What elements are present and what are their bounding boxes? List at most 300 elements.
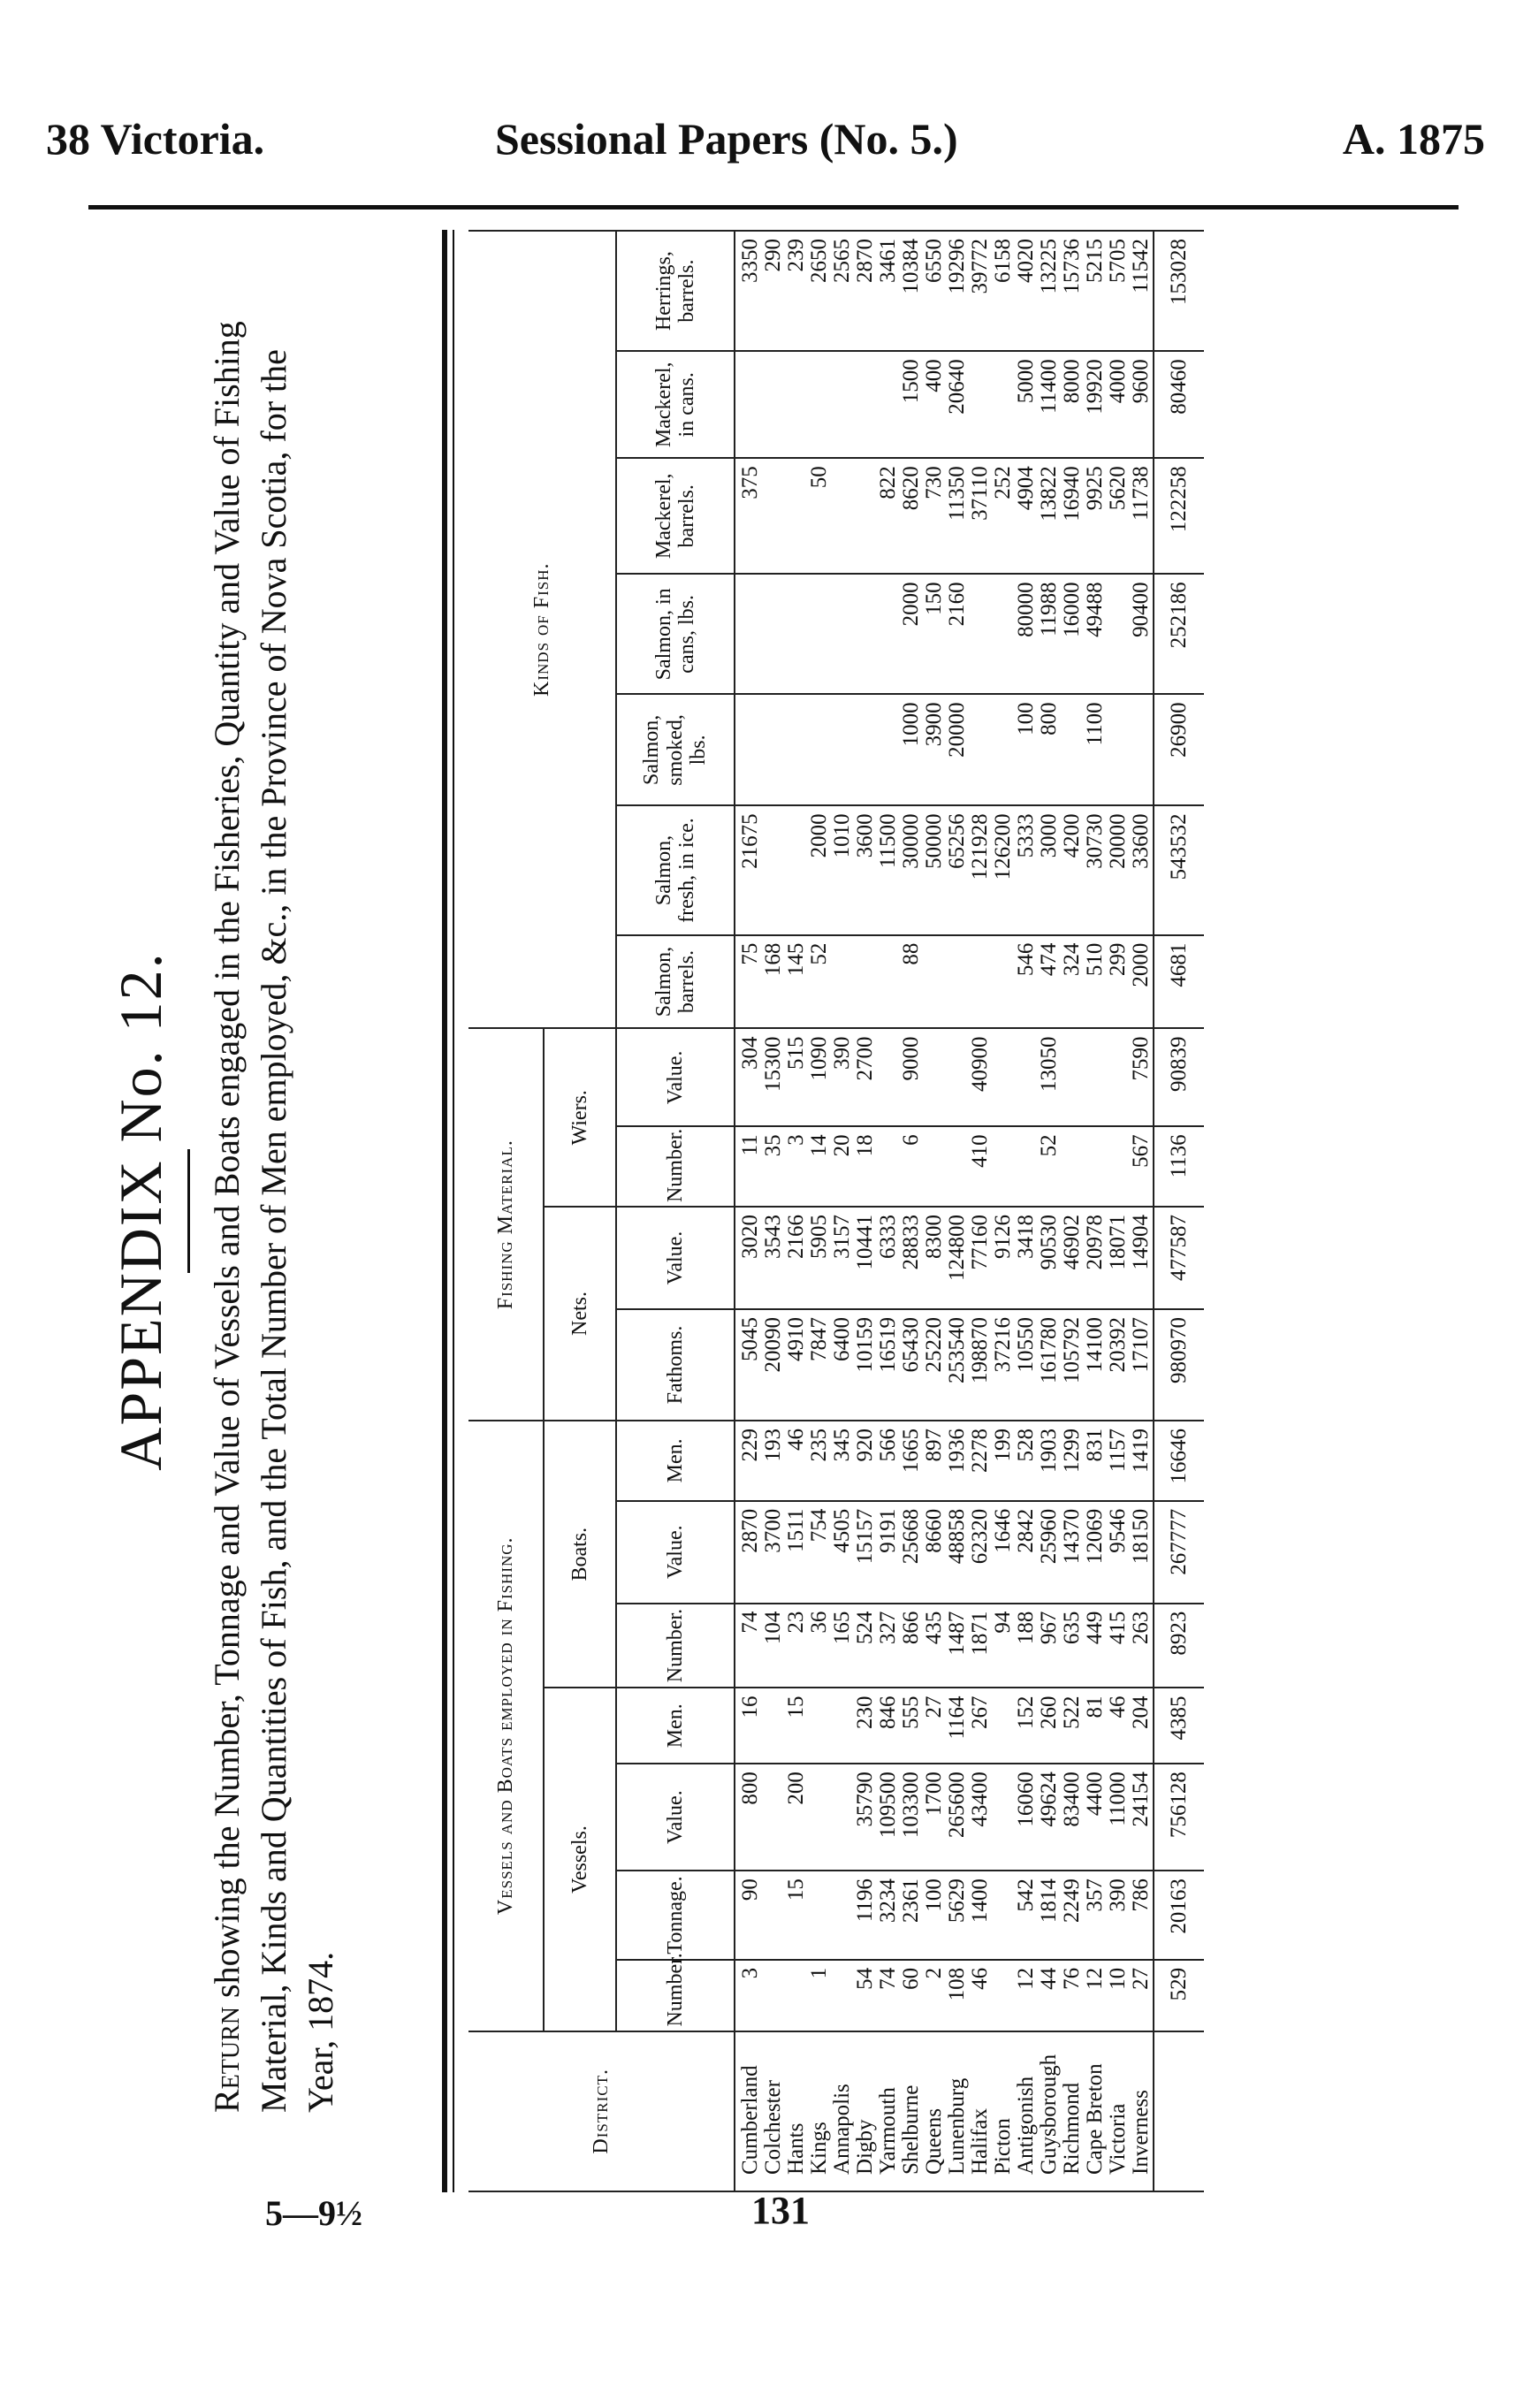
district-cell: Picton	[992, 2031, 1015, 2191]
table-cell: 11542	[1130, 231, 1154, 351]
table-cell: 100	[923, 1871, 946, 1960]
district-cell: Annapolis	[831, 2031, 854, 2191]
table-cell: 474	[1038, 935, 1061, 1029]
table-cell: 546	[1015, 935, 1038, 1029]
column-header: Mackerel, in cans.	[616, 351, 735, 458]
table-cell	[992, 1764, 1015, 1871]
table-cell	[831, 351, 854, 458]
table-cell: 4020	[1015, 231, 1038, 351]
table-cell: 54	[854, 1960, 877, 2031]
table-cell: 124800	[946, 1207, 969, 1309]
table-cell	[735, 351, 762, 458]
table-cell: 390	[1107, 1871, 1130, 1960]
nets-subheader: Nets.	[544, 1207, 616, 1421]
table-cell	[808, 694, 831, 805]
table-row	[900, 231, 923, 2191]
table-cell	[808, 574, 831, 694]
table-cell: 9191	[877, 1501, 900, 1604]
district-cell: Hants	[785, 2031, 808, 2191]
column-header: Men.	[616, 1421, 735, 1501]
table-cell: 400	[923, 351, 946, 458]
table-cell: 3700	[762, 1501, 785, 1604]
table-cell: 2000	[900, 574, 923, 694]
table-cell: 39772	[969, 231, 992, 351]
district-cell: Colchester	[762, 2031, 785, 2191]
table-cell: 7847	[808, 1309, 831, 1421]
table-cell: 11400	[1038, 351, 1061, 458]
column-header: Value.	[616, 1028, 735, 1126]
total-cell: 980970	[1154, 1309, 1204, 1421]
table-cell	[785, 458, 808, 574]
table-cell	[992, 1028, 1015, 1126]
table-cell: 105792	[1061, 1309, 1084, 1421]
table-cell: 9600	[1130, 351, 1154, 458]
table-cell: 10159	[854, 1309, 877, 1421]
table-cell: 6550	[923, 231, 946, 351]
table-cell	[854, 694, 877, 805]
table-cell: 88	[900, 935, 923, 1029]
header-rule	[88, 205, 1459, 210]
table-cell: 16519	[877, 1309, 900, 1421]
table-cell: 1164	[946, 1688, 969, 1764]
column-header: Number.	[616, 1960, 735, 2031]
table-cell	[762, 1688, 785, 1764]
table-cell: 967	[1038, 1604, 1061, 1688]
district-cell: Lunenburg	[946, 2031, 969, 2191]
table-cell: 11500	[877, 805, 900, 934]
table-cell: 1646	[992, 1501, 1015, 1604]
table-top-rule-thin	[453, 230, 454, 2192]
table-cell: 27	[1130, 1960, 1154, 2031]
table-cell: 40900	[969, 1028, 992, 1126]
table-cell	[1084, 1028, 1107, 1126]
table-cell	[1107, 1028, 1130, 1126]
table-cell: 2870	[854, 231, 877, 351]
table-cell: 200	[785, 1764, 808, 1871]
table-cell: 15	[785, 1871, 808, 1960]
table-cell: 3418	[1015, 1207, 1038, 1309]
column-header: Salmon, smoked, lbs.	[616, 694, 735, 805]
vessels-boats-group-header: Vessels and Boats employed in Fishing.	[468, 1421, 544, 2031]
table-cell: 510	[1084, 935, 1107, 1029]
table-cell	[808, 1764, 831, 1871]
table-cell: 18150	[1130, 1501, 1154, 1604]
table-cell: 566	[877, 1421, 900, 1501]
column-header: Herrings, barrels.	[616, 231, 735, 351]
table-cell: 20090	[762, 1309, 785, 1421]
table-cell: 528	[1015, 1421, 1038, 1501]
table-row	[1130, 231, 1154, 2191]
table-cell: 10550	[1015, 1309, 1038, 1421]
column-header: Salmon, fresh, in ice.	[616, 805, 735, 934]
boats-subheader: Boats.	[544, 1421, 616, 1688]
table-cell	[992, 1960, 1015, 2031]
district-cell: Kings	[808, 2031, 831, 2191]
table-cell: 46	[785, 1421, 808, 1501]
table-cell	[877, 1126, 900, 1207]
table-cell: 324	[1061, 935, 1084, 1029]
table-cell: 48858	[946, 1501, 969, 1604]
table-cell: 13225	[1038, 231, 1061, 351]
table-cell: 290	[762, 231, 785, 351]
table-cell: 267	[969, 1688, 992, 1764]
table-cell: 19296	[946, 231, 969, 351]
table-cell: 897	[923, 1421, 946, 1501]
table-cell: 435	[923, 1604, 946, 1688]
table-cell: 6333	[877, 1207, 900, 1309]
return-body: showing the Number, Tonnage and Value of Vessels and Boats engaged in the Fisheries, Quantity and Value of Fishing Material, Kinds and Quantities of Fish, and the Total Number of Men employed, &c., in the Province of Nova Scotia, for the Year, 1874.	[207, 321, 341, 2113]
table-cell	[735, 694, 762, 805]
table-cell: 103300	[900, 1764, 923, 1871]
table-cell: 4400	[1084, 1764, 1107, 1871]
table-cell: 28833	[900, 1207, 923, 1309]
table-cell: 3350	[735, 231, 762, 351]
rotated-page-content	[88, 230, 1459, 2192]
table-cell	[923, 1028, 946, 1126]
table-cell: 50	[808, 458, 831, 574]
table-cell: 145	[785, 935, 808, 1029]
table-cell	[946, 1126, 969, 1207]
table-cell: 75	[735, 935, 762, 1029]
table-cell: 90400	[1130, 574, 1154, 694]
table-cell: 920	[854, 1421, 877, 1501]
total-cell: 90839	[1154, 1028, 1204, 1126]
table-cell	[831, 1871, 854, 1960]
table-cell: 635	[1061, 1604, 1084, 1688]
table-cell: 6158	[992, 231, 1015, 351]
table-row	[1061, 231, 1084, 2191]
table-cell: 14370	[1061, 1501, 1084, 1604]
table-cell: 65256	[946, 805, 969, 934]
table-cell: 9925	[1084, 458, 1107, 574]
total-cell: 477587	[1154, 1207, 1204, 1309]
table-cell	[785, 574, 808, 694]
total-cell: 153028	[1154, 231, 1204, 351]
table-cell: 16940	[1061, 458, 1084, 574]
column-header: Tonnage.	[616, 1871, 735, 1960]
table-cell: 168	[762, 935, 785, 1029]
table-cell: 152	[1015, 1688, 1038, 1764]
table-cell: 1	[808, 1960, 831, 2031]
district-cell: Halifax	[969, 2031, 992, 2191]
column-header: Number.	[616, 1604, 735, 1688]
column-header: Value.	[616, 1501, 735, 1604]
table-cell: 1100	[1084, 694, 1107, 805]
table-row	[877, 231, 900, 2191]
vessels-subheader: Vessels.	[544, 1688, 616, 2031]
table-cell: 1936	[946, 1421, 969, 1501]
table-cell: 3900	[923, 694, 946, 805]
running-header-center: Sessional Papers (No. 5.)	[495, 114, 958, 164]
table-cell: 5333	[1015, 805, 1038, 934]
table-cell: 357	[1084, 1871, 1107, 1960]
table-cell	[969, 694, 992, 805]
table-cell: 9000	[900, 1028, 923, 1126]
return-description	[203, 309, 345, 2113]
district-cell: Antigonish	[1015, 2031, 1038, 2191]
table-cell: 13050	[1038, 1028, 1061, 1126]
table-cell: 76	[1061, 1960, 1084, 2031]
table-cell: 375	[735, 458, 762, 574]
table-cell: 62320	[969, 1501, 992, 1604]
table-cell: 5215	[1084, 231, 1107, 351]
table-row	[854, 231, 877, 2191]
fishing-material-group-header: Fishing Material.	[468, 1028, 544, 1421]
table-cell: 4505	[831, 1501, 854, 1604]
total-cell: 4681	[1154, 935, 1204, 1029]
column-header: Value.	[616, 1207, 735, 1309]
table-cell: 8000	[1061, 351, 1084, 458]
table-cell: 1903	[1038, 1421, 1061, 1501]
table-cell: 822	[877, 458, 900, 574]
table-cell: 94	[992, 1604, 1015, 1688]
table-cell: 1090	[808, 1028, 831, 1126]
totals-row	[1154, 231, 1204, 2191]
table-cell	[762, 574, 785, 694]
table-cell: 43400	[969, 1764, 992, 1871]
table-cell: 415	[1107, 1604, 1130, 1688]
table-row	[946, 231, 969, 2191]
table-cell	[762, 1764, 785, 1871]
table-cell: 390	[831, 1028, 854, 1126]
table-cell: 304	[735, 1028, 762, 1126]
table-cell: 1000	[900, 694, 923, 805]
table-cell: 46	[1107, 1688, 1130, 1764]
table-cell: 11000	[1107, 1764, 1130, 1871]
table-cell: 263	[1130, 1604, 1154, 1688]
table-cell	[762, 694, 785, 805]
table-cell	[831, 694, 854, 805]
table-cell: 1157	[1107, 1421, 1130, 1501]
table-cell: 52	[808, 935, 831, 1029]
table-cell: 2278	[969, 1421, 992, 1501]
table-cell: 3	[735, 1960, 762, 2031]
table-cell	[854, 935, 877, 1029]
total-cell: 16646	[1154, 1421, 1204, 1501]
table-cell: 265600	[946, 1764, 969, 1871]
table-cell: 14	[808, 1126, 831, 1207]
table-cell: 52	[1038, 1126, 1061, 1207]
district-cell: Cumberland	[735, 2031, 762, 2191]
table-cell: 14904	[1130, 1207, 1154, 1309]
table-cell	[1015, 1126, 1038, 1207]
table-row	[1107, 231, 1130, 2191]
table-cell: 18	[854, 1126, 877, 1207]
table-row	[808, 231, 831, 2191]
table-cell: 35	[762, 1126, 785, 1207]
table-cell	[854, 458, 877, 574]
total-cell: 1136	[1154, 1126, 1204, 1207]
table-cell	[992, 694, 1015, 805]
wiers-subheader: Wiers.	[544, 1028, 616, 1207]
total-cell: 122258	[1154, 458, 1204, 574]
column-header: Mackerel, barrels.	[616, 458, 735, 574]
table-cell: 2	[923, 1960, 946, 2031]
table-cell: 2000	[808, 805, 831, 934]
table-cell	[1061, 1126, 1084, 1207]
district-cell: Guysborough	[1038, 2031, 1061, 2191]
table-cell: 2870	[735, 1501, 762, 1604]
table-cell: 109500	[877, 1764, 900, 1871]
table-cell	[831, 935, 854, 1029]
table-cell: 2000	[1130, 935, 1154, 1029]
table-cell: 25668	[900, 1501, 923, 1604]
table-cell: 46	[969, 1960, 992, 2031]
district-cell: Digby	[854, 2031, 877, 2191]
table-cell: 1665	[900, 1421, 923, 1501]
total-cell: 4385	[1154, 1688, 1204, 1764]
table-cell: 12	[1084, 1960, 1107, 2031]
table-cell: 126200	[992, 805, 1015, 934]
table-cell: 8300	[923, 1207, 946, 1309]
table-cell	[785, 694, 808, 805]
table-cell: 16000	[1061, 574, 1084, 694]
table-cell: 23	[785, 1604, 808, 1688]
table-cell: 5905	[808, 1207, 831, 1309]
table-cell: 14100	[1084, 1309, 1107, 1421]
table-cell	[923, 935, 946, 1029]
table-cell: 3	[785, 1126, 808, 1207]
table-cell: 235	[808, 1421, 831, 1501]
table-cell: 8620	[900, 458, 923, 574]
table-cell: 11738	[1130, 458, 1154, 574]
table-cell: 12	[1015, 1960, 1038, 2031]
table-cell	[762, 351, 785, 458]
table-cell: 800	[1038, 694, 1061, 805]
district-cell: Victoria	[1107, 2031, 1130, 2191]
table-cell	[831, 1960, 854, 2031]
table-cell: 25220	[923, 1309, 946, 1421]
table-cell: 1871	[969, 1604, 992, 1688]
table-cell: 19920	[1084, 351, 1107, 458]
table-cell	[735, 574, 762, 694]
table-cell: 24154	[1130, 1764, 1154, 1871]
running-header-left: 38 Victoria.	[46, 114, 265, 164]
column-header: Value.	[616, 1764, 735, 1871]
table-cell: 150	[923, 574, 946, 694]
table-cell	[992, 1688, 1015, 1764]
table-cell: 1010	[831, 805, 854, 934]
table-cell	[1084, 1126, 1107, 1207]
table-row	[1084, 231, 1107, 2191]
table-cell: 1814	[1038, 1871, 1061, 1960]
table-cell	[831, 1688, 854, 1764]
table-cell: 3000	[1038, 805, 1061, 934]
table-cell: 252	[992, 458, 1015, 574]
totals-label-cell	[1154, 2031, 1204, 2191]
table-cell	[969, 351, 992, 458]
table-cell: 786	[1130, 1871, 1154, 1960]
table-cell	[1130, 694, 1154, 805]
table-cell: 204	[1130, 1688, 1154, 1764]
table-cell	[992, 1126, 1015, 1207]
table-cell: 165	[831, 1604, 854, 1688]
table-row	[1038, 231, 1061, 2191]
table-cell	[1061, 1028, 1084, 1126]
column-header: Men.	[616, 1688, 735, 1764]
table-cell: 6400	[831, 1309, 854, 1421]
table-cell: 10384	[900, 231, 923, 351]
table-cell	[854, 574, 877, 694]
table-cell	[992, 351, 1015, 458]
table-cell: 20640	[946, 351, 969, 458]
table-row	[831, 231, 854, 2191]
table-cell: 4904	[1015, 458, 1038, 574]
table-cell: 410	[969, 1126, 992, 1207]
table-cell: 20000	[1107, 805, 1130, 934]
table-cell: 2842	[1015, 1501, 1038, 1604]
table-cell: 327	[877, 1604, 900, 1688]
table-cell: 50000	[923, 805, 946, 934]
table-cell: 10	[1107, 1960, 1130, 2031]
table-cell: 16060	[1015, 1764, 1038, 1871]
table-cell: 542	[1015, 1871, 1038, 1960]
table-cell	[785, 351, 808, 458]
table-cell: 77160	[969, 1207, 992, 1309]
table-cell: 555	[900, 1688, 923, 1764]
table-cell: 30000	[900, 805, 923, 934]
table-cell	[785, 1960, 808, 2031]
column-header: Number.	[616, 1126, 735, 1207]
table-cell: 800	[735, 1764, 762, 1871]
table-cell	[831, 574, 854, 694]
table-cell: 74	[735, 1604, 762, 1688]
table-cell: 3157	[831, 1207, 854, 1309]
table-cell: 18071	[1107, 1207, 1130, 1309]
total-cell: 80460	[1154, 351, 1204, 458]
table-cell: 121928	[969, 805, 992, 934]
table-cell	[992, 935, 1015, 1029]
table-cell: 260	[1038, 1688, 1061, 1764]
total-cell: 756128	[1154, 1764, 1204, 1871]
total-cell: 543532	[1154, 805, 1204, 934]
table-cell: 1700	[923, 1764, 946, 1871]
table-cell	[946, 935, 969, 1029]
table-row	[735, 231, 762, 2191]
table-cell: 90	[735, 1871, 762, 1960]
table-cell	[1107, 694, 1130, 805]
table-cell: 7590	[1130, 1028, 1154, 1126]
table-cell: 230	[854, 1688, 877, 1764]
table-cell: 1299	[1061, 1421, 1084, 1501]
table-cell	[785, 805, 808, 934]
page-number: 131	[751, 2189, 810, 2232]
table-cell	[854, 351, 877, 458]
table-cell: 74	[877, 1960, 900, 2031]
table-cell: 15157	[854, 1501, 877, 1604]
table-cell: 37110	[969, 458, 992, 574]
table-cell	[762, 458, 785, 574]
table-top-rule	[442, 230, 447, 2192]
table-cell	[877, 574, 900, 694]
table-cell: 754	[808, 1501, 831, 1604]
table-cell: 11988	[1038, 574, 1061, 694]
table-cell: 846	[877, 1688, 900, 1764]
table-cell: 3461	[877, 231, 900, 351]
table-cell: 49624	[1038, 1764, 1061, 1871]
table-cell	[1061, 694, 1084, 805]
margin-note: 5—9½	[265, 2193, 362, 2233]
district-cell: Yarmouth	[877, 2031, 900, 2191]
table-cell: 1500	[900, 351, 923, 458]
title-rule	[187, 1149, 190, 1273]
table-cell: 21675	[735, 805, 762, 934]
table-cell: 515	[785, 1028, 808, 1126]
table-cell: 4200	[1061, 805, 1084, 934]
table-cell: 8660	[923, 1501, 946, 1604]
column-header: Salmon, in cans, lbs.	[616, 574, 735, 694]
district-cell: Cape Breton	[1084, 2031, 1107, 2191]
